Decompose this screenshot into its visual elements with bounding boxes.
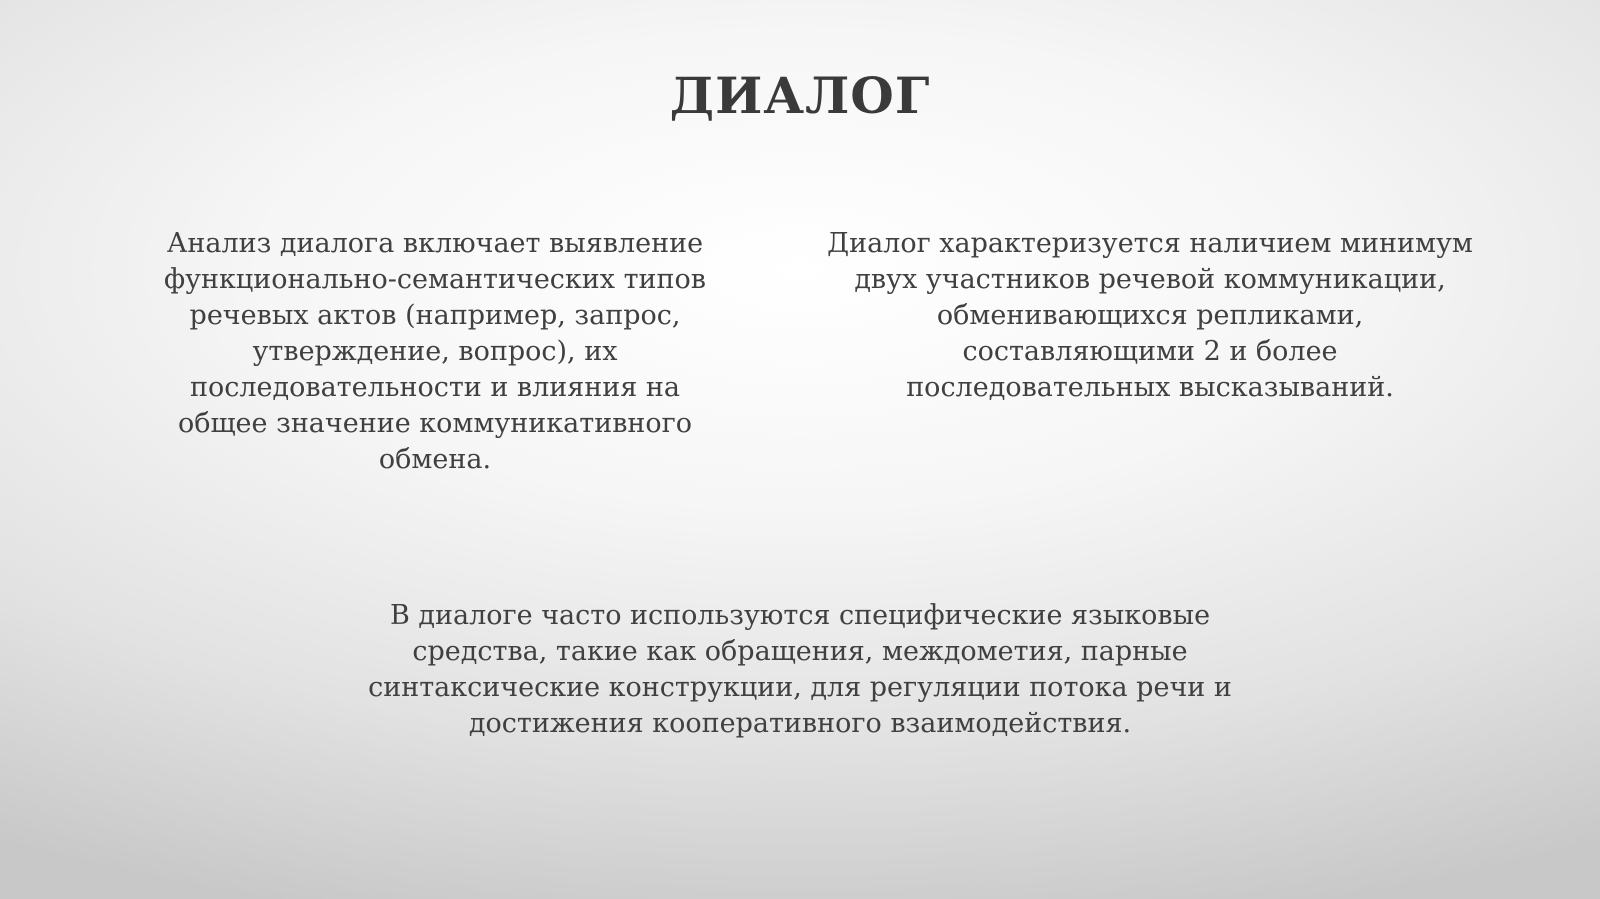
bottom-text-block: В диалоге часто используются специфические языковые средства, такие как обращения, междометия, парные синтаксические конструкции, для регуляции потока речи и достижения кооперативного взаимодействия.: [368, 600, 1232, 739]
right-text-block: Диалог характеризуется наличием минимум двух участников речевой коммуникации, обменивающихся репликами, составляющими 2 и более последовательных высказываний.: [827, 228, 1473, 403]
slide-title: ДИАЛОГ: [669, 66, 931, 125]
left-text-block: Анализ диалога включает выявление функционально-семантических типов речевых актов (например, запрос, утверждение, вопрос), их последовательности и влияния на общее значение коммуникативного обмена.: [164, 228, 706, 475]
